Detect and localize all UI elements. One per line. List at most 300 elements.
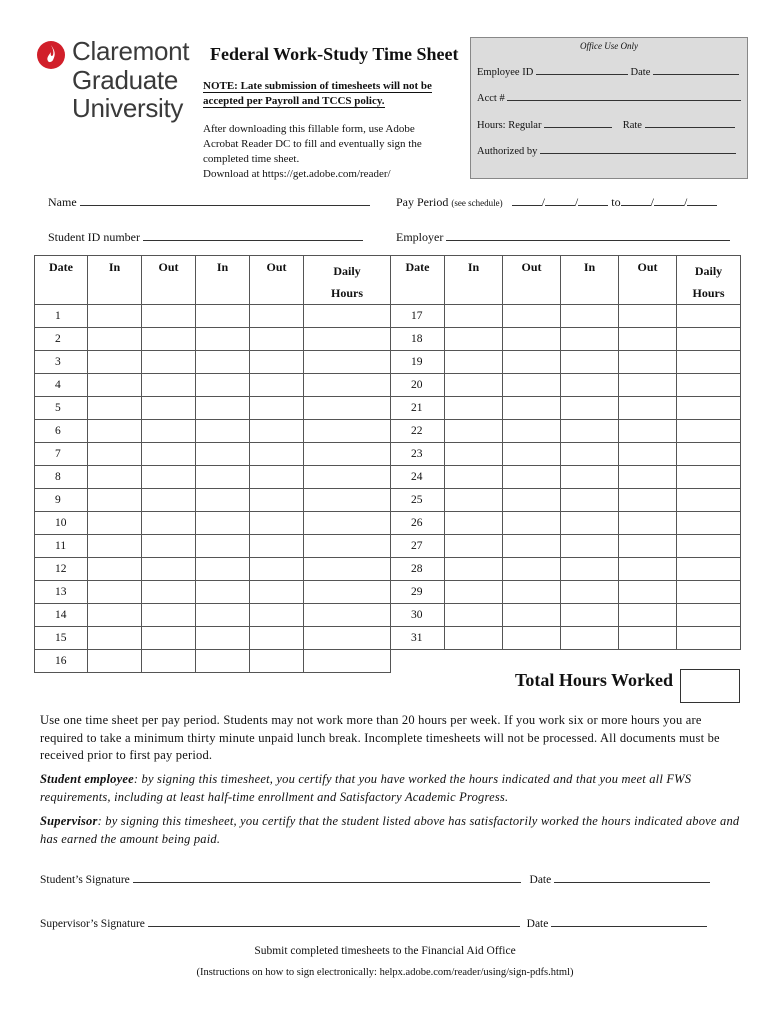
out-cell[interactable] (250, 535, 304, 558)
in-cell[interactable] (196, 305, 250, 328)
in-cell[interactable] (196, 512, 250, 535)
download-instructions (203, 122, 448, 182)
out-cell[interactable] (142, 535, 196, 558)
in-cell[interactable] (445, 535, 503, 558)
table-row (35, 305, 391, 328)
acct-label: Acct # (477, 93, 505, 104)
employee-id-row (477, 65, 739, 78)
authorized-by-field[interactable] (540, 144, 736, 154)
acct-row (477, 91, 741, 104)
in-cell[interactable] (88, 351, 142, 374)
form-title: Federal Work-Study Time Sheet (210, 44, 459, 64)
late-submission-note: NOTE: Late submission of timesheets will not be accepted per Payroll and TCCS policy. (203, 80, 432, 107)
acct-field[interactable] (507, 91, 741, 101)
supervisor-date-label: Date (526, 918, 549, 930)
in-cell[interactable] (196, 397, 250, 420)
daily-hours-cell[interactable] (304, 489, 391, 512)
out-cell[interactable] (142, 650, 196, 673)
out-cell[interactable] (619, 328, 677, 351)
out-cell[interactable] (503, 604, 561, 627)
date-cell: 20 (391, 374, 445, 397)
logo-text (72, 38, 189, 65)
header-out: Out (250, 256, 304, 305)
daily-hours-cell[interactable] (677, 420, 741, 443)
flame-icon (36, 40, 66, 70)
table-row (391, 535, 741, 558)
out-cell[interactable] (619, 581, 677, 604)
header-daily: Daily (333, 264, 361, 278)
in-cell[interactable] (445, 328, 503, 351)
table-row (391, 627, 741, 650)
out-cell[interactable] (619, 351, 677, 374)
header-in: In (561, 256, 619, 305)
student-id-label: Student ID number (48, 230, 140, 244)
out-cell[interactable] (142, 328, 196, 351)
daily-hours-cell[interactable] (677, 558, 741, 581)
out-cell[interactable] (250, 420, 304, 443)
header-in: In (445, 256, 503, 305)
pay-end-day[interactable] (654, 196, 684, 206)
date-cell: 23 (391, 443, 445, 466)
pay-end-year[interactable] (687, 196, 717, 206)
out-cell[interactable] (503, 581, 561, 604)
out-cell[interactable] (250, 650, 304, 673)
date-cell: 10 (35, 512, 88, 535)
supervisor-signature-field[interactable] (148, 917, 520, 927)
daily-hours-cell[interactable] (677, 581, 741, 604)
header-in: In (88, 256, 142, 305)
date-cell: 9 (35, 489, 88, 512)
in-cell[interactable] (561, 466, 619, 489)
in-cell[interactable] (196, 581, 250, 604)
date-cell: 8 (35, 466, 88, 489)
daily-hours-cell[interactable] (677, 535, 741, 558)
office-date-label: Date (630, 67, 651, 78)
out-cell[interactable] (503, 535, 561, 558)
date-cell: 21 (391, 397, 445, 420)
download-link[interactable]: Download at https://get.adobe.com/reader/ (203, 168, 391, 180)
daily-hours-cell[interactable] (304, 650, 391, 673)
daily-hours-cell[interactable] (304, 397, 391, 420)
daily-hours-cell[interactable] (677, 627, 741, 650)
in-cell[interactable] (445, 374, 503, 397)
in-cell[interactable] (196, 489, 250, 512)
in-cell[interactable] (561, 420, 619, 443)
in-cell[interactable] (561, 443, 619, 466)
table-row (35, 328, 391, 351)
table-row (35, 489, 391, 512)
daily-hours-cell[interactable] (304, 466, 391, 489)
table-row (35, 374, 391, 397)
in-cell[interactable] (88, 305, 142, 328)
date-cell: 12 (35, 558, 88, 581)
out-cell[interactable] (250, 627, 304, 650)
name-row (48, 195, 370, 210)
out-cell[interactable] (619, 305, 677, 328)
date-cell: 16 (35, 650, 88, 673)
table-row (391, 604, 741, 627)
out-cell[interactable] (503, 627, 561, 650)
in-cell[interactable] (445, 351, 503, 374)
name-field[interactable] (80, 196, 370, 206)
out-cell[interactable] (142, 443, 196, 466)
supervisor-cert-label: Supervisor (40, 814, 98, 828)
in-cell[interactable] (88, 650, 142, 673)
table-row (391, 581, 741, 604)
student-id-row (48, 230, 363, 245)
in-cell[interactable] (88, 489, 142, 512)
in-cell[interactable] (561, 351, 619, 374)
hours-rate-row (477, 118, 735, 131)
table-row (35, 466, 391, 489)
header-out: Out (142, 256, 196, 305)
logo-line-1: Claremont (72, 36, 190, 66)
to-label: to (611, 195, 621, 209)
in-cell[interactable] (561, 305, 619, 328)
in-cell[interactable] (561, 374, 619, 397)
header-date: Date (391, 256, 445, 305)
table-row (391, 443, 741, 466)
in-cell[interactable] (445, 397, 503, 420)
student-cert-text: : by signing this timesheet, you certify that you have worked the hours indicated and that you meet all FWS requirements, including at least half-time enrollment and Satisfactory Academic Progress. (40, 772, 692, 804)
in-cell[interactable] (88, 581, 142, 604)
out-cell[interactable] (503, 443, 561, 466)
in-cell[interactable] (88, 604, 142, 627)
employee-id-label: Employee ID (477, 67, 534, 78)
in-cell[interactable] (445, 558, 503, 581)
table-row (391, 305, 741, 328)
authorized-row (477, 144, 736, 157)
in-cell[interactable] (445, 420, 503, 443)
student-certification (40, 771, 740, 806)
date-cell: 26 (391, 512, 445, 535)
in-cell[interactable] (88, 535, 142, 558)
in-cell[interactable] (88, 328, 142, 351)
employer-row (396, 230, 730, 245)
out-cell[interactable] (250, 328, 304, 351)
sign-instructions-link[interactable]: (Instructions on how to sign electronically: helpx.adobe.com/reader/using/sign-pdfs.html) (196, 967, 574, 978)
header-out: Out (503, 256, 561, 305)
table-row (35, 627, 391, 650)
header-out: Out (619, 256, 677, 305)
table-row (35, 512, 391, 535)
daily-hours-cell[interactable] (677, 397, 741, 420)
in-cell[interactable] (196, 420, 250, 443)
name-label: Name (48, 195, 77, 209)
date-cell: 6 (35, 420, 88, 443)
date-cell: 15 (35, 627, 88, 650)
out-cell[interactable] (619, 627, 677, 650)
table-row (391, 397, 741, 420)
header-daily-hours (677, 256, 741, 305)
office-use-heading: Office Use Only (580, 41, 638, 51)
out-cell[interactable] (142, 489, 196, 512)
in-cell[interactable] (196, 466, 250, 489)
office-date-field[interactable] (653, 65, 739, 75)
total-hours-field[interactable] (680, 669, 740, 703)
table-row (35, 420, 391, 443)
out-cell[interactable] (619, 420, 677, 443)
out-cell[interactable] (619, 397, 677, 420)
in-cell[interactable] (445, 305, 503, 328)
daily-hours-cell[interactable] (677, 351, 741, 374)
out-cell[interactable] (142, 581, 196, 604)
pay-start-year[interactable] (578, 196, 608, 206)
date-cell: 30 (391, 604, 445, 627)
in-cell[interactable] (88, 374, 142, 397)
daily-hours-cell[interactable] (304, 305, 391, 328)
date-cell: 28 (391, 558, 445, 581)
out-cell[interactable] (503, 328, 561, 351)
in-cell[interactable] (196, 374, 250, 397)
supervisor-signature-row (40, 917, 707, 930)
date-cell: 7 (35, 443, 88, 466)
submit-note: Submit completed timesheets to the Financial Aid Office (254, 945, 516, 957)
daily-hours-cell[interactable] (304, 374, 391, 397)
date-cell: 27 (391, 535, 445, 558)
logo-line-3: University (72, 93, 184, 123)
table-row (35, 351, 391, 374)
out-cell[interactable] (250, 351, 304, 374)
student-date-field[interactable] (554, 873, 710, 883)
pay-end-month[interactable] (621, 196, 651, 206)
out-cell[interactable] (250, 558, 304, 581)
in-cell[interactable] (561, 512, 619, 535)
out-cell[interactable] (142, 558, 196, 581)
in-cell[interactable] (561, 535, 619, 558)
in-cell[interactable] (445, 604, 503, 627)
table-row (391, 374, 741, 397)
date-cell: 31 (391, 627, 445, 650)
out-cell[interactable] (142, 466, 196, 489)
out-cell[interactable] (142, 420, 196, 443)
pay-period-row: Pay Period (see schedule) / / to / / (396, 195, 717, 210)
in-cell[interactable] (88, 397, 142, 420)
in-cell[interactable] (445, 466, 503, 489)
pay-period-label: Pay Period (396, 195, 449, 209)
table-row (35, 581, 391, 604)
date-cell: 5 (35, 397, 88, 420)
university-logo (36, 38, 201, 130)
in-cell[interactable] (196, 650, 250, 673)
out-cell[interactable] (250, 374, 304, 397)
out-cell[interactable] (619, 443, 677, 466)
table-header-row (35, 256, 391, 305)
out-cell[interactable] (619, 512, 677, 535)
in-cell[interactable] (445, 627, 503, 650)
out-cell[interactable] (503, 397, 561, 420)
date-cell: 1 (35, 305, 88, 328)
out-cell[interactable] (250, 604, 304, 627)
supervisor-date-field[interactable] (551, 917, 707, 927)
daily-hours-cell[interactable] (304, 627, 391, 650)
in-cell[interactable] (196, 535, 250, 558)
in-cell[interactable] (445, 581, 503, 604)
header-daily: Daily (694, 264, 723, 278)
in-cell[interactable] (196, 627, 250, 650)
student-signature-row (40, 873, 710, 886)
daily-hours-cell[interactable] (677, 489, 741, 512)
hours-regular-label: Hours: Regular (477, 120, 542, 131)
out-cell[interactable] (142, 374, 196, 397)
see-schedule-note: (see schedule) (451, 198, 503, 208)
daily-hours-cell[interactable] (677, 328, 741, 351)
in-cell[interactable] (561, 558, 619, 581)
date-cell: 18 (391, 328, 445, 351)
table-row (391, 489, 741, 512)
out-cell[interactable] (503, 512, 561, 535)
authorized-by-label: Authorized by (477, 146, 538, 157)
in-cell[interactable] (88, 443, 142, 466)
instructions-paragraph: Use one time sheet per pay period. Students may not work more than 20 hours per week. If you work six or more hours you are required to take a minimum thirty minute unpaid lunch break. Incomplete timesheets will not be processed. All documents must be received prior to first pay period. (40, 713, 720, 762)
daily-hours-cell[interactable] (304, 604, 391, 627)
out-cell[interactable] (142, 397, 196, 420)
out-cell[interactable] (250, 305, 304, 328)
employer-label: Employer (396, 230, 444, 244)
out-cell[interactable] (503, 351, 561, 374)
student-date-label: Date (529, 874, 552, 886)
date-cell: 3 (35, 351, 88, 374)
in-cell[interactable] (561, 489, 619, 512)
header-in: In (196, 256, 250, 305)
table-row (35, 558, 391, 581)
in-cell[interactable] (561, 328, 619, 351)
out-cell[interactable] (503, 420, 561, 443)
out-cell[interactable] (142, 305, 196, 328)
date-cell: 24 (391, 466, 445, 489)
table-row (391, 328, 741, 351)
in-cell[interactable] (88, 627, 142, 650)
hours-regular-field[interactable] (544, 118, 612, 128)
date-cell: 29 (391, 581, 445, 604)
out-cell[interactable] (619, 489, 677, 512)
in-cell[interactable] (445, 443, 503, 466)
download-text: After downloading this fillable form, use Adobe Acrobat Reader DC to fill and eventually sign the completed time sheet. (203, 123, 422, 165)
out-cell[interactable] (619, 374, 677, 397)
daily-hours-cell[interactable] (304, 443, 391, 466)
in-cell[interactable] (196, 351, 250, 374)
out-cell[interactable] (142, 604, 196, 627)
pay-start-day[interactable] (545, 196, 575, 206)
daily-hours-cell[interactable] (677, 374, 741, 397)
daily-hours-cell[interactable] (304, 512, 391, 535)
table-row (35, 650, 391, 673)
daily-hours-cell[interactable] (304, 581, 391, 604)
table-row (391, 558, 741, 581)
office-use-box (470, 37, 748, 179)
table-row (35, 535, 391, 558)
daily-hours-cell[interactable] (304, 420, 391, 443)
employee-id-field[interactable] (536, 65, 628, 75)
header-hours: Hours (692, 286, 725, 300)
daily-hours-cell[interactable] (304, 535, 391, 558)
out-cell[interactable] (503, 558, 561, 581)
in-cell[interactable] (445, 512, 503, 535)
daily-hours-cell[interactable] (677, 443, 741, 466)
date-cell: 11 (35, 535, 88, 558)
out-cell[interactable] (250, 466, 304, 489)
in-cell[interactable] (196, 558, 250, 581)
daily-hours-cell[interactable] (677, 604, 741, 627)
in-cell[interactable] (196, 604, 250, 627)
in-cell[interactable] (561, 604, 619, 627)
out-cell[interactable] (503, 489, 561, 512)
daily-hours-cell[interactable] (304, 351, 391, 374)
date-cell: 19 (391, 351, 445, 374)
daily-hours-cell[interactable] (304, 558, 391, 581)
header-daily-hours (304, 256, 391, 305)
out-cell[interactable] (619, 535, 677, 558)
employer-field[interactable] (446, 231, 730, 241)
out-cell[interactable] (503, 466, 561, 489)
out-cell[interactable] (142, 351, 196, 374)
out-cell[interactable] (250, 512, 304, 535)
in-cell[interactable] (561, 581, 619, 604)
table-row (391, 351, 741, 374)
rate-field[interactable] (645, 118, 735, 128)
out-cell[interactable] (250, 397, 304, 420)
date-cell: 22 (391, 420, 445, 443)
date-cell: 25 (391, 489, 445, 512)
daily-hours-cell[interactable] (304, 328, 391, 351)
out-cell[interactable] (250, 443, 304, 466)
student-cert-label: Student employee (40, 772, 134, 786)
in-cell[interactable] (561, 627, 619, 650)
out-cell[interactable] (250, 489, 304, 512)
date-cell: 2 (35, 328, 88, 351)
date-cell: 4 (35, 374, 88, 397)
daily-hours-cell[interactable] (677, 305, 741, 328)
date-cell: 14 (35, 604, 88, 627)
student-signature-field[interactable] (133, 873, 521, 883)
table-row (391, 466, 741, 489)
timesheet-table-right (390, 255, 741, 650)
table-row (391, 512, 741, 535)
out-cell[interactable] (250, 581, 304, 604)
out-cell[interactable] (142, 627, 196, 650)
student-signature-label: Student’s Signature (40, 874, 130, 886)
header-hours: Hours (330, 286, 363, 300)
student-id-field[interactable] (143, 231, 363, 241)
date-cell: 17 (391, 305, 445, 328)
date-cell: 13 (35, 581, 88, 604)
supervisor-signature-label: Supervisor’s Signature (40, 918, 145, 930)
daily-hours-cell[interactable] (677, 466, 741, 489)
out-cell[interactable] (619, 558, 677, 581)
in-cell[interactable] (88, 466, 142, 489)
rate-label: Rate (622, 120, 642, 131)
daily-hours-cell[interactable] (677, 512, 741, 535)
out-cell[interactable] (619, 604, 677, 627)
header-date: Date (35, 256, 88, 305)
out-cell[interactable] (503, 305, 561, 328)
logo-line-2: Graduate (72, 65, 179, 95)
in-cell[interactable] (196, 328, 250, 351)
in-cell[interactable] (88, 558, 142, 581)
in-cell[interactable] (445, 489, 503, 512)
in-cell[interactable] (88, 512, 142, 535)
in-cell[interactable] (88, 420, 142, 443)
table-row (391, 420, 741, 443)
in-cell[interactable] (561, 397, 619, 420)
out-cell[interactable] (619, 466, 677, 489)
out-cell[interactable] (142, 512, 196, 535)
in-cell[interactable] (196, 443, 250, 466)
supervisor-cert-text: : by signing this timesheet, you certify that the student listed above has satisfactorily worked the hours indicated above and has earned the amount being paid. (40, 814, 740, 846)
pay-start-month[interactable] (512, 196, 542, 206)
table-row (35, 443, 391, 466)
out-cell[interactable] (503, 374, 561, 397)
